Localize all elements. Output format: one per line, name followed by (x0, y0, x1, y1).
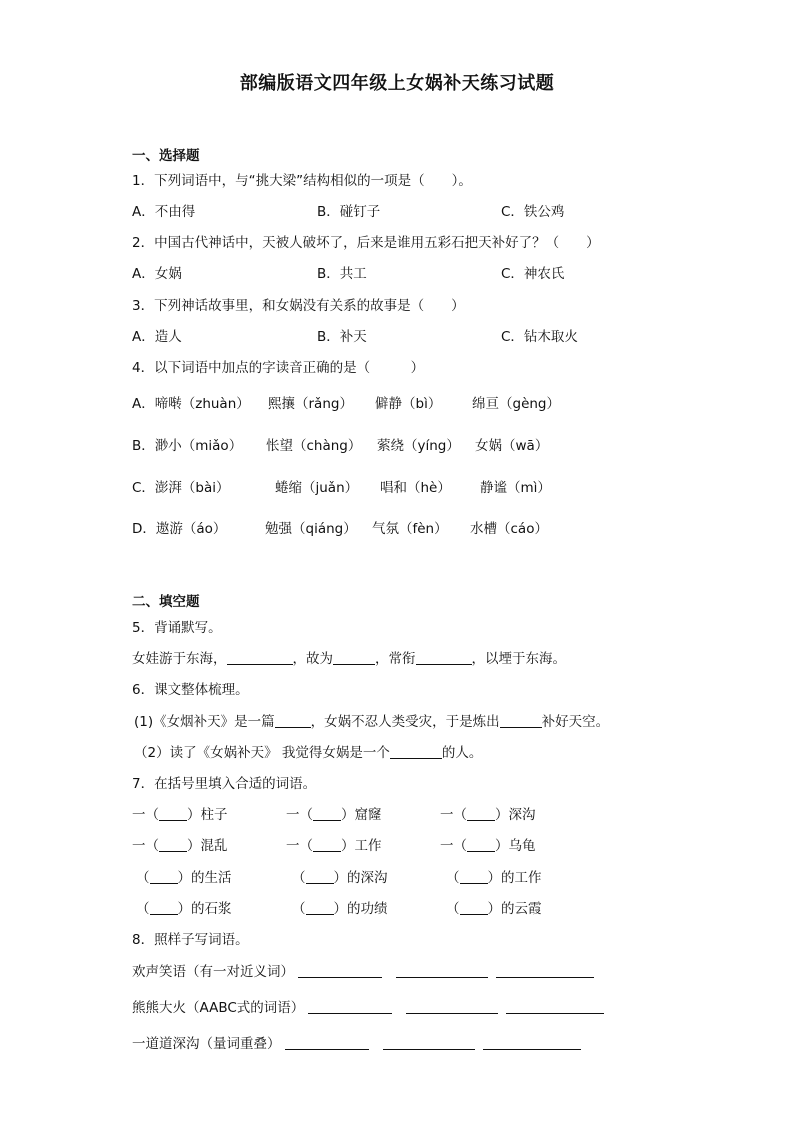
question-7-stem: 7．在括号里填入合适的词语。 (132, 776, 317, 792)
question-1-option-a: A．不由得 (132, 204, 196, 220)
q5-blank-2[interactable] (333, 650, 375, 665)
q7-blank[interactable] (306, 869, 334, 884)
q7-open: 一（ (440, 838, 467, 854)
q5-text-3: ，常衔 (375, 651, 416, 667)
question-4-option-c-word-2: 蜷缩（juǎn） (275, 480, 359, 496)
question-6-line-2 (134, 743, 482, 763)
question-4-stem: 4．以下词语中加点的字读音正确的是（ ） (132, 360, 425, 376)
question-4-option-d-word-3: 气氛（fèn） (372, 521, 448, 537)
q7-open: 一（ (132, 838, 159, 854)
q7-open: 一（ (132, 807, 159, 823)
q7-blank[interactable] (150, 900, 178, 915)
page-title: 部编版语文四年级上女娲补天练习试题 (239, 73, 555, 94)
question-6-stem: 6．课文整体梳理。 (132, 682, 249, 698)
q7-close: ） (333, 901, 347, 917)
question-4-option-b-word-4: 女娲（wā） (475, 438, 549, 454)
q6-line2-text-a: （2）读了《女娲补天》 我觉得女娲是一个 (134, 745, 390, 761)
q8-line3-blank-2[interactable] (383, 1035, 475, 1050)
q7-word: 的生活 (191, 870, 232, 886)
q7-blank[interactable] (159, 806, 187, 821)
question-3-option-b: B．补天 (317, 329, 367, 345)
q7-close: ） (495, 807, 509, 823)
q7-open: 一（ (286, 838, 313, 854)
question-5-stem: 5．背诵默写。 (132, 620, 222, 636)
question-4-option-d-word-1: D．遨游（áo） (132, 521, 227, 537)
q8-line1-blank-2[interactable] (396, 963, 488, 978)
q7-open: （ (446, 901, 460, 917)
q5-blank-1[interactable] (227, 650, 293, 665)
q7-item-r1-1 (132, 805, 228, 825)
q7-word: 乌龟 (508, 838, 536, 854)
q7-word: 混乱 (200, 838, 228, 854)
q7-word: 的云霞 (501, 901, 542, 917)
q7-item-r2-2 (286, 836, 382, 856)
q6-line1-text-c: 补好天空。 (541, 714, 610, 730)
q8-line1-label: 欢声笑语（有一对近义词） (132, 964, 294, 980)
question-4-option-d-word-2: 勉强（qiáng） (265, 521, 357, 537)
q7-word: 的功绩 (347, 901, 388, 917)
question-5-recite-line (132, 649, 566, 669)
q7-open: 一（ (286, 807, 313, 823)
q7-close: ） (341, 838, 355, 854)
q7-open: （ (136, 870, 150, 886)
q7-open: （ (292, 901, 306, 917)
question-4-option-b-word-1: B．渺小（miǎo） (132, 438, 243, 454)
question-4-option-a-word-1: A．啼啭（zhuàn） (132, 396, 250, 412)
q7-close: ） (487, 870, 501, 886)
q7-close: ） (177, 901, 191, 917)
q7-close: ） (495, 838, 509, 854)
q7-blank[interactable] (313, 837, 341, 852)
q7-open: （ (446, 870, 460, 886)
q5-text-1: 女娃游于东海， (132, 651, 227, 667)
q7-blank[interactable] (460, 900, 488, 915)
q8-line3-blank-1[interactable] (285, 1035, 369, 1050)
q8-line2-blank-3[interactable] (506, 999, 604, 1014)
q8-line-2 (132, 998, 604, 1018)
question-4-option-a-word-2: 熙攘（rǎng） (268, 396, 353, 412)
q6-line1-text-a: (1)《女烟补天》是一篇 (134, 714, 275, 730)
q7-open: 一（ (440, 807, 467, 823)
q7-close: ） (487, 901, 501, 917)
question-4-option-b-word-3: 萦绕（yíng） (377, 438, 460, 454)
q7-open: （ (136, 901, 150, 917)
question-4-option-b-word-2: 怅望（chàng） (266, 438, 362, 454)
q7-blank[interactable] (467, 837, 495, 852)
q6-line1-text-b: ，女娲不忍人类受灾，于是炼出 (310, 714, 500, 730)
q6-blank-2[interactable] (500, 713, 542, 728)
question-3-option-c: C．钻木取火 (501, 329, 578, 345)
q7-item-r1-2 (286, 805, 382, 825)
question-3-option-a: A．造人 (132, 329, 182, 345)
question-2-option-a: A．女娲 (132, 266, 182, 282)
q7-word: 的石浆 (191, 901, 232, 917)
q7-item-r4-3 (446, 899, 542, 919)
q5-text-4: ，以堙于东海。 (471, 651, 566, 667)
q6-blank-1[interactable] (275, 713, 311, 728)
section-heading-fill: 二、填空题 (132, 594, 200, 610)
question-4-option-a-word-4: 绵亘（gèng） (472, 396, 561, 412)
q7-item-r2-1 (132, 836, 228, 856)
q7-word: 工作 (354, 838, 382, 854)
q7-item-r3-2 (292, 868, 388, 888)
q7-item-r3-1 (136, 868, 232, 888)
q7-item-r2-3 (440, 836, 536, 856)
q7-blank[interactable] (150, 869, 178, 884)
q6-line2-text-b: 的人。 (441, 745, 483, 761)
q7-blank[interactable] (159, 837, 187, 852)
question-4-option-a-word-3: 僻静（bì） (375, 396, 442, 412)
q7-close: ） (333, 870, 347, 886)
q6-blank-3[interactable] (390, 744, 442, 759)
question-3-stem: 3．下列神话故事里，和女娲没有关系的故事是（ ） (132, 298, 465, 314)
q7-close: ） (341, 807, 355, 823)
q7-item-r4-1 (136, 899, 232, 919)
q8-line3-label: 一道道深沟（量词重叠） (132, 1036, 281, 1052)
q7-word: 窟窿 (354, 807, 382, 823)
question-4-option-c-word-4: 静谧（mì） (480, 480, 551, 496)
q7-close: ） (177, 870, 191, 886)
q7-open: （ (292, 870, 306, 886)
q7-item-r3-3 (446, 868, 542, 888)
q7-close: ） (187, 807, 201, 823)
q7-item-r1-3 (440, 805, 536, 825)
q8-line1-blank-3[interactable] (496, 963, 594, 978)
q8-line2-blank-2[interactable] (406, 999, 498, 1014)
question-4-option-d-word-4: 水槽（cáo） (470, 521, 548, 537)
q8-line3-blank-3[interactable] (483, 1035, 581, 1050)
question-2-stem: 2．中国古代神话中，天被人破坏了，后来是谁用五彩石把天补好了？（ ） (132, 235, 600, 251)
q8-line2-label: 熊熊大火（AABC式的词语） (132, 1000, 305, 1016)
q8-line-1 (132, 962, 594, 982)
q8-line1-blank-1[interactable] (298, 963, 382, 978)
section-heading-choice: 一、选择题 (132, 148, 200, 164)
q8-line-3 (132, 1034, 581, 1054)
question-4-option-c-word-3: 唱和（hè） (380, 480, 451, 496)
q7-blank[interactable] (467, 806, 495, 821)
question-2-option-c: C．神农氏 (501, 266, 565, 282)
q7-item-r4-2 (292, 899, 388, 919)
q7-close: ） (187, 838, 201, 854)
q7-word: 的深沟 (347, 870, 388, 886)
q7-word: 的工作 (501, 870, 542, 886)
q5-blank-3[interactable] (416, 650, 472, 665)
q7-word: 深沟 (508, 807, 536, 823)
question-6-line-1 (134, 712, 609, 732)
q5-text-2: ，故为 (292, 651, 333, 667)
q8-line2-blank-1[interactable] (308, 999, 392, 1014)
q7-word: 柱子 (200, 807, 228, 823)
question-1-option-c: C．铁公鸡 (501, 204, 565, 220)
q7-blank[interactable] (313, 806, 341, 821)
q7-blank[interactable] (306, 900, 334, 915)
question-2-option-b: B．共工 (317, 266, 367, 282)
question-8-stem: 8．照样子写词语。 (132, 932, 249, 948)
question-1-option-b: B．碰钉子 (317, 204, 381, 220)
q7-blank[interactable] (460, 869, 488, 884)
question-1-stem: 1．下列词语中，与“挑大梁”结构相似的一项是（ ）。 (132, 173, 472, 189)
question-4-option-c-word-1: C．澎湃（bài） (132, 480, 230, 496)
